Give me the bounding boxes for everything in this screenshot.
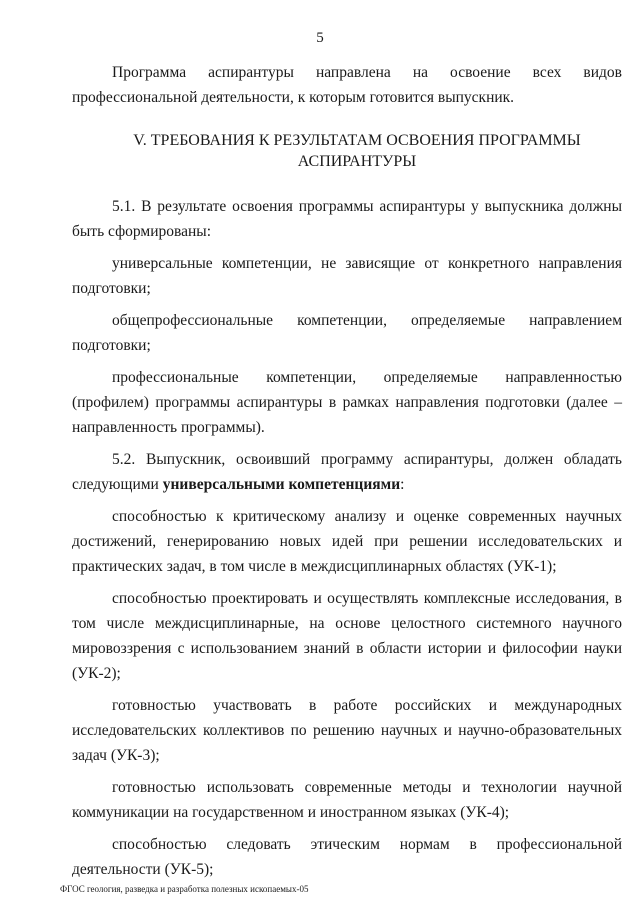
paragraph-universal-competencies: универсальные компетенции, не зависящие от конкретного направления подготовки; — [72, 255, 622, 297]
section-heading-line-2: АСПИРАНТУРЫ — [297, 153, 417, 170]
competency-uk-4: готовностью использовать современные методы и технологии научной коммуникации на государственном и иностранном языках (УК-4); — [72, 779, 622, 821]
paragraph-5-2-end: : — [400, 476, 405, 493]
paragraph-5-2 — [72, 447, 622, 497]
competency-uk-1: способностью к критическому анализу и оценке современных научных достижений, генерированию новых идей при решении исследовательских и практических задач, в том числе в междисциплинарных областях (УК-1); — [72, 508, 622, 575]
competency-uk-3: готовностью участвовать в работе российских и международных исследовательских коллективов по решению научных и научно-образовательных задач (УК-3); — [72, 697, 622, 764]
paragraph-5-2-bold-term: универсальными компетенциями — [162, 476, 401, 493]
paragraph-professional-competencies: профессиональные компетенции, определяемые направленностью (профилем) программы аспирантуры в рамках направления подготовки (далее – направленность программы). — [72, 369, 622, 436]
intro-paragraph: Программа аспирантуры направлена на освоение всех видов профессиональной деятельности, к которым готовится выпускник. — [72, 64, 622, 106]
paragraph-general-professional-competencies: общепрофессиональные компетенции, определяемые направлением подготовки; — [72, 312, 622, 354]
paragraph-5-1: 5.1. В результате освоения программы аспирантуры у выпускника должны быть сформированы: — [72, 198, 622, 240]
page-number: 5 — [316, 30, 324, 46]
paragraph-5-2-lead: 5.2. Выпускник, освоивший программу аспирантуры, должен обладать следующими — [72, 451, 622, 493]
competency-uk-5: способностью следовать этическим нормам в профессиональной деятельности (УК-5); — [72, 836, 622, 878]
document-body — [72, 60, 622, 889]
section-heading-line-1: V. ТРЕБОВАНИЯ К РЕЗУЛЬТАТАМ ОСВОЕНИЯ ПРОГРАММЫ — [133, 132, 581, 149]
competency-uk-2: способностью проектировать и осуществлять комплексные исследования, в том числе междисциплинарные, на основе целостного системного научного мировоззрения с использованием знаний в области истории и философии науки (УК-2); — [72, 590, 622, 682]
section-heading — [72, 130, 622, 172]
page-footer: ФГОС геология, разведка и разработка полезных ископаемых-05 — [60, 884, 309, 894]
